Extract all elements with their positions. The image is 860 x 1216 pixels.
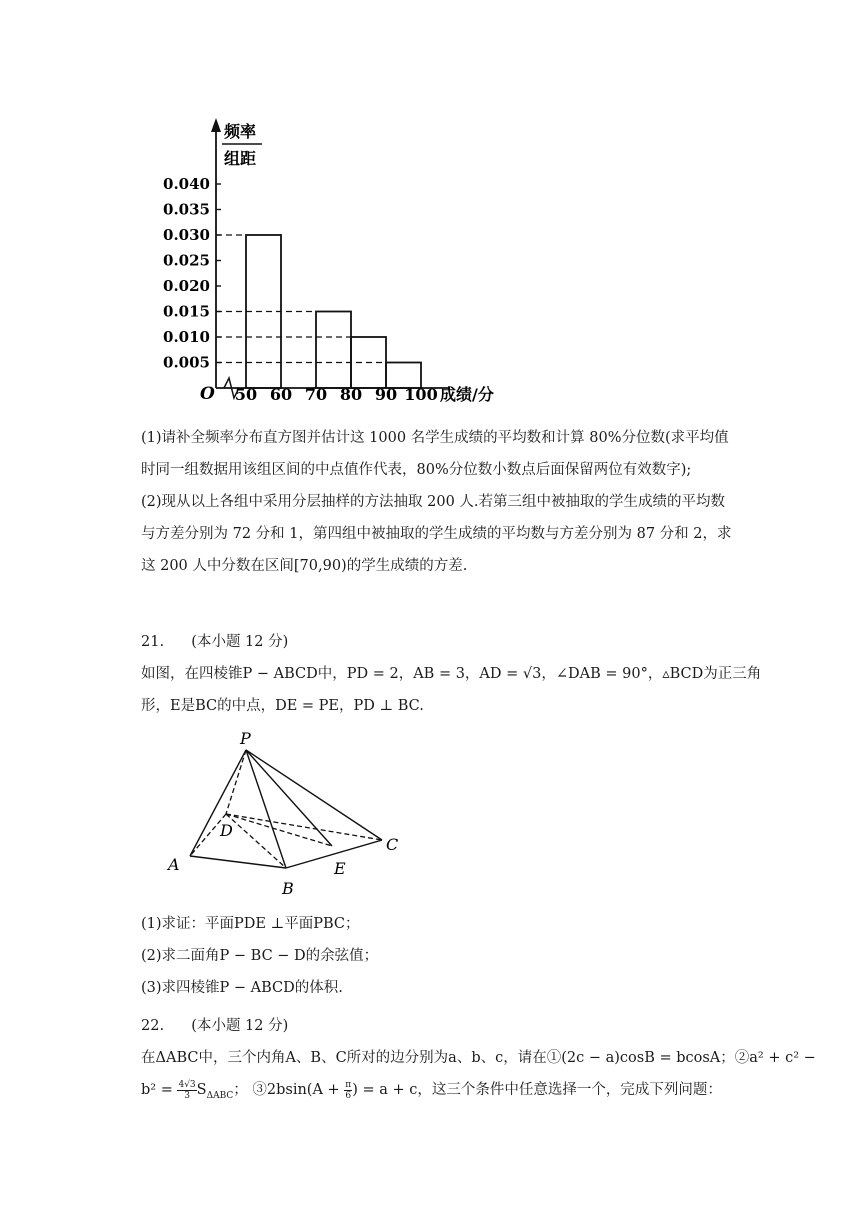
x-tick-label: 90 bbox=[374, 385, 398, 404]
x-tick-label: 70 bbox=[304, 385, 328, 404]
y-tick-label: 0.010 bbox=[163, 328, 210, 346]
q21-header bbox=[141, 630, 288, 651]
q21-subquestions bbox=[141, 908, 761, 1004]
histogram-bar bbox=[316, 312, 351, 389]
x-tick-label: 50 bbox=[234, 385, 258, 404]
q22-number: 22. bbox=[141, 1018, 165, 1034]
vertex-label-p: P bbox=[240, 729, 251, 748]
q22-points: (本小题 12 分) bbox=[191, 1018, 289, 1034]
y-tick-label: 0.035 bbox=[163, 200, 210, 219]
q20-block bbox=[141, 422, 761, 582]
y-axis-arrow bbox=[211, 118, 221, 132]
y-label-top: 频率 bbox=[224, 122, 257, 141]
histogram-bars bbox=[246, 235, 421, 388]
q21-number: 21. bbox=[141, 634, 165, 650]
reference-lines bbox=[216, 235, 386, 363]
q21-sub1: (1)求证：平面PDE ⊥平面PBC； bbox=[141, 916, 360, 932]
y-tick-label: 0.005 bbox=[163, 353, 210, 372]
x-tick-label: 80 bbox=[339, 385, 363, 404]
y-tick-label: 0.015 bbox=[163, 302, 210, 321]
y-label-bottom: 组距 bbox=[224, 149, 257, 168]
q22-stem-line2: b² = $\frac{4√3}{3}$ $S_{\Delta ABC}$； ③2bsin(A + $\frac{\pi}{6}$ ) = a + c，这三个条件中任意选择一个，完成下列问题： bbox=[141, 1079, 722, 1101]
x-tick-label: 100 bbox=[404, 385, 438, 404]
q20-part1-line2: 时同一组数据用该组区间的中点值作代表，80%分位数小数点后面保留两位有效数字); bbox=[141, 462, 692, 478]
q21-sub3: (3)求四棱锥P − ABCD的体积. bbox=[141, 980, 343, 996]
q21-stem-line1: 如图，在四棱锥P − ABCD中，PD = 2，AB = 3，AD = √3，∠DAB = 90°，▵BCD为正三角 bbox=[141, 666, 762, 682]
vertex-label-b: B bbox=[282, 879, 294, 898]
vertex-label-c: C bbox=[386, 835, 399, 854]
q21-stem-line2: 形，E是BC的中点，DE = PE，PD ⊥ BC. bbox=[141, 698, 424, 714]
y-tick-labels bbox=[163, 175, 221, 372]
x-label: 成绩/分 bbox=[440, 385, 494, 404]
q22-stem bbox=[141, 1042, 816, 1112]
q22-header bbox=[141, 1014, 288, 1035]
q20-part2-line2: 与方差分别为 72 分和 1，第四组中被抽取的学生成绩的平均数与方差分别为 87 分和 2，求 bbox=[141, 526, 732, 542]
q21-stem bbox=[141, 658, 761, 722]
pyramid-figure bbox=[160, 724, 410, 899]
q20-part1-line1: (1)请补全频率分布直方图并估计这 1000 名学生成绩的平均数和计算 80%分位数(求平均值 bbox=[141, 430, 729, 446]
y-tick-label: 0.025 bbox=[163, 251, 210, 270]
y-tick-label: 0.020 bbox=[163, 277, 210, 295]
vertex-label-e: E bbox=[334, 859, 346, 878]
q21-sub2: (2)求二面角P − BC − D的余弦值； bbox=[141, 948, 379, 964]
x-tick-label: 60 bbox=[269, 385, 293, 404]
q21-points: (本小题 12 分) bbox=[191, 634, 289, 650]
origin-label: O bbox=[200, 384, 215, 404]
vertex-label-d: D bbox=[220, 821, 233, 840]
fraction-4root3-over-3: $\frac{4√3}{3}$ bbox=[178, 1079, 196, 1101]
q20-part2-line1: (2)现从以上各组中采用分层抽样的方法抽取 200 人.若第三组中被抽取的学生成绩的平均数 bbox=[141, 494, 726, 510]
q20-part2-line3: 这 200 人中分数在区间[70,90)的学生成绩的方差. bbox=[141, 558, 468, 574]
q22-stem-line1: 在ΔABC中，三个内角A、B、C所对的边分别为a、b、c，请在①(2c − a)cosB = bcosA；②a² + c² − bbox=[141, 1050, 816, 1066]
y-tick-label: 0.040 bbox=[163, 175, 210, 193]
histogram-chart bbox=[150, 112, 540, 412]
y-tick-label: 0.030 bbox=[163, 226, 210, 244]
vertex-label-a: A bbox=[168, 855, 180, 874]
fraction-pi-over-6: $\frac{\pi}{6}$ bbox=[345, 1079, 352, 1101]
